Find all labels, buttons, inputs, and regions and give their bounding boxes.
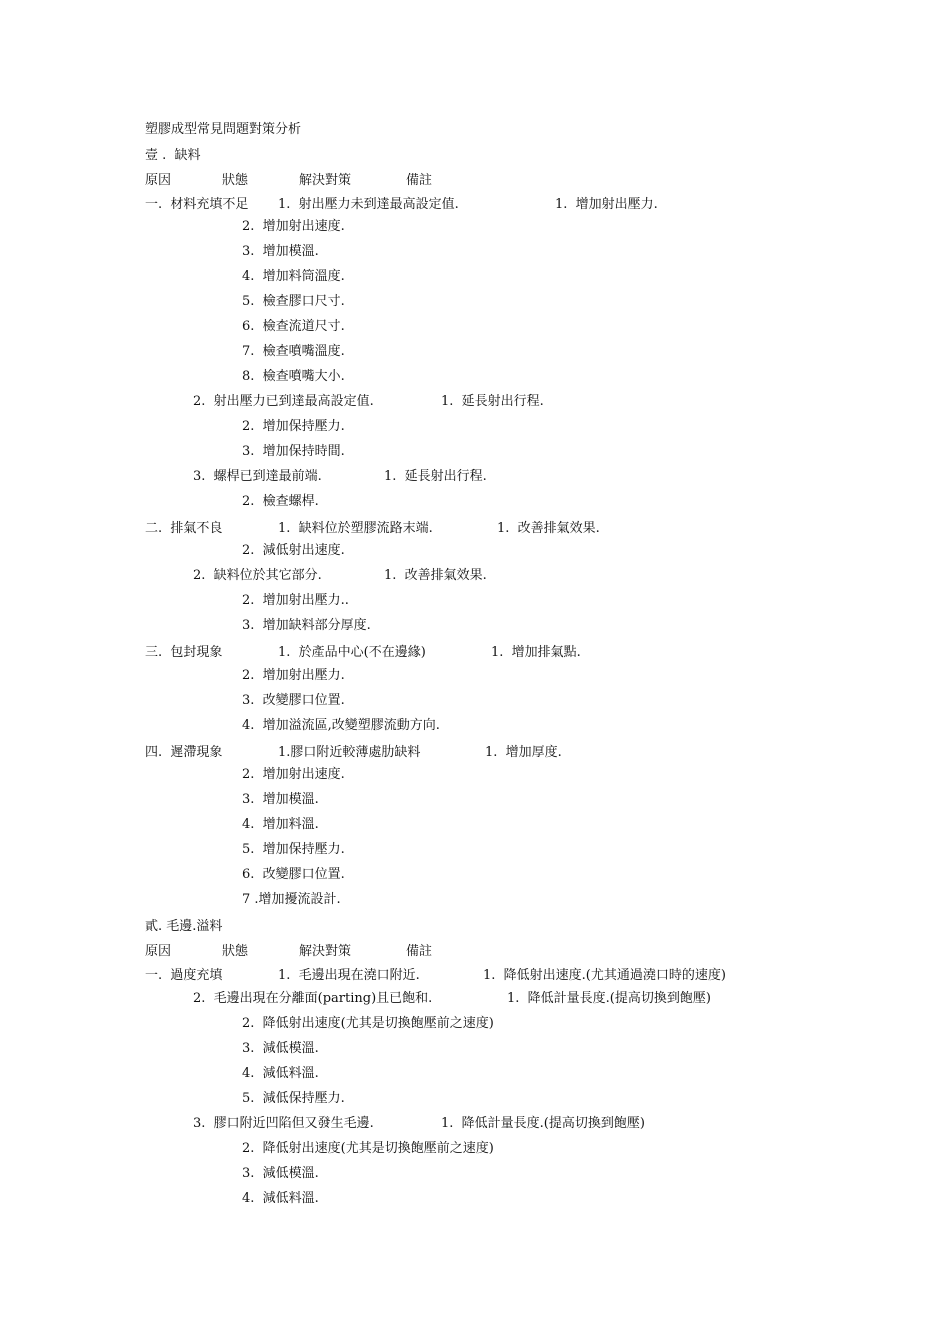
fix-item: 1. 降低射出速度.(尤其通過澆口時的速度) <box>483 968 726 983</box>
fix-item: 8. 檢查噴嘴大小. <box>242 369 345 384</box>
fix-item: 1. 增加射出壓力. <box>555 197 658 212</box>
fix-item: 2. 降低射出速度(尤其是切換飽壓前之速度) <box>242 1141 494 1156</box>
fix-item: 3. 減低模溫. <box>242 1041 319 1056</box>
state-item: 1. 毛邊出現在澆口附近. <box>278 968 420 983</box>
cause-item: 二. 排氣不良 <box>145 521 223 536</box>
state-item: 2. 毛邊出現在分離面(parting)且已飽和. <box>193 991 433 1006</box>
state-item: 2. 缺料位於其它部分. <box>193 568 322 583</box>
cause-item: 一. 材料充填不足 <box>145 197 249 212</box>
column-header-state: 狀態 <box>222 173 249 188</box>
fix-item: 1. 延長射出行程. <box>441 394 544 409</box>
cause-item: 三. 包封現象 <box>145 645 223 660</box>
column-header-fix: 解決對策 <box>299 173 352 188</box>
fix-item: 5. 檢查膠口尺寸. <box>242 294 345 309</box>
state-item: 3. 膠口附近凹陷但又發生毛邊. <box>193 1116 374 1131</box>
state-item: 2. 射出壓力已到達最高設定值. <box>193 394 374 409</box>
state-item: 1. 於產品中心(不在邊緣) <box>278 645 426 660</box>
cause-item: 四. 遲滯現象 <box>145 745 223 760</box>
column-header-note: 備註 <box>406 173 433 188</box>
fix-item: 1. 降低計量長度.(提高切換到飽壓) <box>507 991 711 1006</box>
state-item: 1.膠口附近較薄處肋缺料 <box>278 745 421 760</box>
fix-item: 5. 減低保持壓力. <box>242 1091 345 1106</box>
fix-item: 3. 增加模溫. <box>242 792 319 807</box>
column-header-note: 備註 <box>406 944 433 959</box>
fix-item: 2. 檢查螺桿. <box>242 494 319 509</box>
column-header-fix: 解決對策 <box>299 944 352 959</box>
document-title: 塑膠成型常見問題對策分析 <box>145 122 302 137</box>
cause-item: 一. 過度充填 <box>145 968 223 983</box>
fix-item: 4. 減低料溫. <box>242 1066 319 1081</box>
fix-item: 2. 增加射出速度. <box>242 767 345 782</box>
fix-item: 4. 增加溢流區,改變塑膠流動方向. <box>242 718 440 733</box>
fix-item: 1. 增加厚度. <box>485 745 562 760</box>
fix-item: 3. 改變膠口位置. <box>242 693 345 708</box>
state-item: 3. 螺桿已到達最前端. <box>193 469 322 484</box>
fix-item: 3. 減低模溫. <box>242 1166 319 1181</box>
fix-item: 6. 檢查流道尺寸. <box>242 319 345 334</box>
fix-item: 5. 增加保持壓力. <box>242 842 345 857</box>
fix-item: 4. 增加料溫. <box>242 817 319 832</box>
fix-item: 2. 增加射出壓力.. <box>242 593 349 608</box>
fix-item: 6. 改變膠口位置. <box>242 867 345 882</box>
column-header-cause: 原因 <box>145 173 172 188</box>
fix-item: 1. 改善排氣效果. <box>384 568 487 583</box>
state-item: 1. 射出壓力未到達最高設定值. <box>278 197 459 212</box>
section-heading: 壹 . 缺料 <box>145 148 201 163</box>
fix-item: 7. 檢查噴嘴溫度. <box>242 344 345 359</box>
fix-item: 2. 增加保持壓力. <box>242 419 345 434</box>
fix-item: 2. 降低射出速度(尤其是切換飽壓前之速度) <box>242 1016 494 1031</box>
column-header-cause: 原因 <box>145 944 172 959</box>
fix-item: 1. 降低計量長度.(提高切換到飽壓) <box>441 1116 645 1131</box>
fix-item: 2. 增加射出速度. <box>242 219 345 234</box>
fix-item: 1. 改善排氣效果. <box>497 521 600 536</box>
fix-item: 3. 增加缺料部分厚度. <box>242 618 371 633</box>
fix-item: 3. 增加保持時間. <box>242 444 345 459</box>
fix-item: 3. 增加模溫. <box>242 244 319 259</box>
fix-item: 1. 延長射出行程. <box>384 469 487 484</box>
fix-item: 1. 增加排氣點. <box>491 645 581 660</box>
state-item: 1. 缺料位於塑膠流路末端. <box>278 521 433 536</box>
section-heading: 貳. 毛邊.溢料 <box>145 919 223 934</box>
fix-item: 4. 減低料溫. <box>242 1191 319 1206</box>
fix-item: 2. 增加射出壓力. <box>242 668 345 683</box>
column-header-state: 狀態 <box>222 944 249 959</box>
fix-item: 4. 增加料筒溫度. <box>242 269 345 284</box>
fix-item: 7 .增加擾流設計. <box>242 892 341 907</box>
fix-item: 2. 減低射出速度. <box>242 543 345 558</box>
